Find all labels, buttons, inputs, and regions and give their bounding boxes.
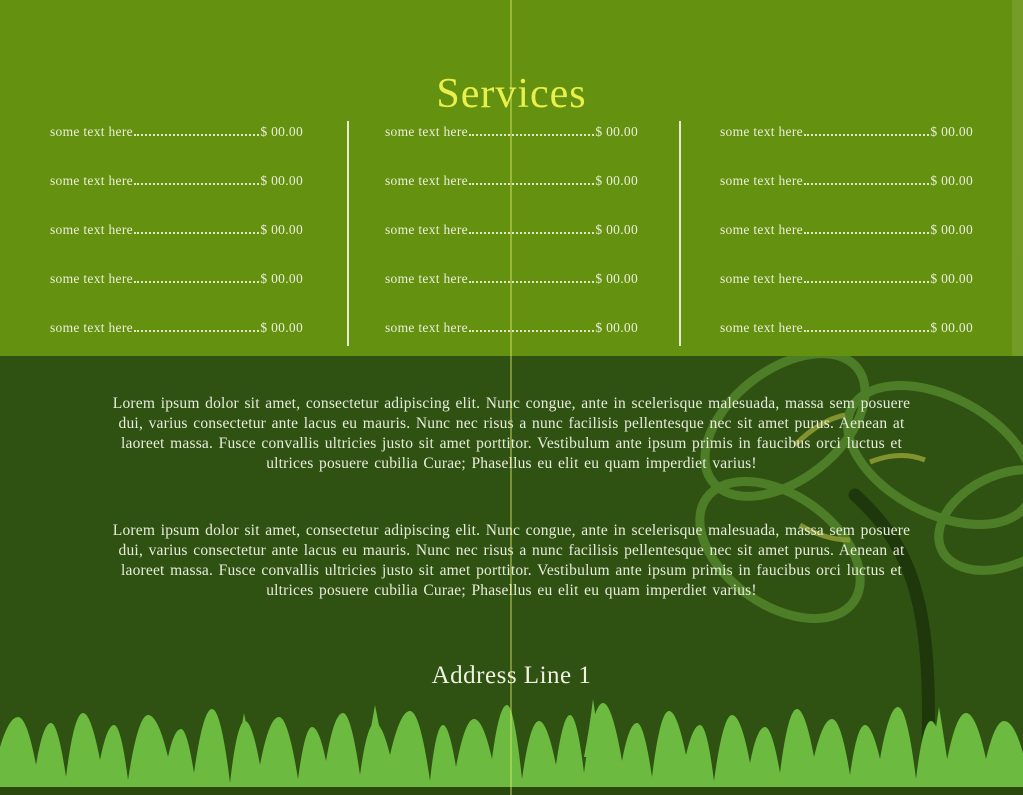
dotted-leader [134,281,259,283]
service-label: some text here [385,124,468,139]
dotted-leader [469,134,594,136]
service-row [385,320,638,336]
service-row [50,124,303,140]
body-paragraph-2 [0,521,1023,601]
service-label: some text here [50,320,133,335]
service-label: some text here [720,222,803,237]
service-row [385,222,638,238]
service-label: some text here [385,271,468,286]
service-price: $ 00.00 [930,320,973,335]
services-price-grid [50,124,973,369]
service-label: some text here [720,124,803,139]
service-label: some text here [50,222,133,237]
dotted-leader [134,134,259,136]
service-label: some text here [50,124,133,139]
dotted-leader [804,183,929,185]
dotted-leader [469,183,594,185]
service-price: $ 00.00 [595,124,638,139]
service-label: some text here [385,173,468,188]
dotted-leader [804,232,929,234]
service-price: $ 00.00 [595,173,638,188]
column-separator [347,121,349,346]
service-price: $ 00.00 [260,222,303,237]
dotted-leader [469,330,594,332]
service-row [385,271,638,287]
service-row [50,271,303,287]
service-price: $ 00.00 [260,271,303,286]
services-title: Services [436,71,587,118]
services-column-2 [385,124,638,369]
service-row [720,271,973,287]
service-price: $ 00.00 [930,124,973,139]
service-price: $ 00.00 [260,173,303,188]
service-price: $ 00.00 [595,222,638,237]
service-price: $ 00.00 [595,271,638,286]
service-label: some text here [50,271,133,286]
address-line: Address Line 1 [431,662,592,689]
service-row [50,173,303,189]
dotted-leader [134,232,259,234]
service-label: some text here [720,271,803,286]
dotted-leader [134,330,259,332]
dotted-leader [804,134,929,136]
services-column-1 [50,124,303,369]
service-price: $ 00.00 [260,124,303,139]
service-row [720,124,973,140]
service-row [720,222,973,238]
dotted-leader [804,330,929,332]
service-label: some text here [385,320,468,335]
service-label: some text here [50,173,133,188]
dotted-leader [469,232,594,234]
service-label: some text here [720,320,803,335]
dotted-leader [134,183,259,185]
service-price: $ 00.00 [260,320,303,335]
right-fold-highlight [1012,0,1023,356]
description-section [0,356,1023,795]
dotted-leader [469,281,594,283]
service-price: $ 00.00 [930,222,973,237]
service-row [50,222,303,238]
service-price: $ 00.00 [930,173,973,188]
column-separator [679,121,681,346]
grass-graphic [0,695,1023,795]
service-row [385,124,638,140]
service-price: $ 00.00 [930,271,973,286]
body-paragraph-1 [0,394,1023,474]
bottom-edge-strip [0,787,1023,795]
service-price: $ 00.00 [595,320,638,335]
service-label: some text here [720,173,803,188]
dotted-leader [804,281,929,283]
service-row [385,173,638,189]
service-row [50,320,303,336]
service-row [720,320,973,336]
service-row [720,173,973,189]
services-section [0,0,1023,356]
paragraph-text: Lorem ipsum dolor sit amet, consectetur adipiscing elit. Nunc congue, ante in scelerisque malesuada, massa sem posuere dui, varius consectetur ante lacus eu mauris. Nunc nec risus a nunc facilisis pellentesque nec sit amet purus. Aenean at laoreet massa. Fusce convallis ultricies justo sit amet porttitor. Vestibulum ante ipsum primis in faucibus orci luctus et ultrices posuere cubilia Curae; Phasellus eu elit eu quam imperdiet varius! [112,395,911,472]
services-column-3 [720,124,973,369]
paragraph-text: Lorem ipsum dolor sit amet, consectetur adipiscing elit. Nunc congue, ante in scelerisque malesuada, massa sem posuere dui, varius consectetur ante lacus eu mauris. Nunc nec risus a nunc facilisis pellentesque nec sit amet purus. Aenean at laoreet massa. Fusce convallis ultricies justo sit amet porttitor. Vestibulum ante ipsum primis in faucibus orci luctus et ultrices posuere cubilia Curae; Phasellus eu elit eu quam imperdiet varius! [112,522,911,599]
service-label: some text here [385,222,468,237]
